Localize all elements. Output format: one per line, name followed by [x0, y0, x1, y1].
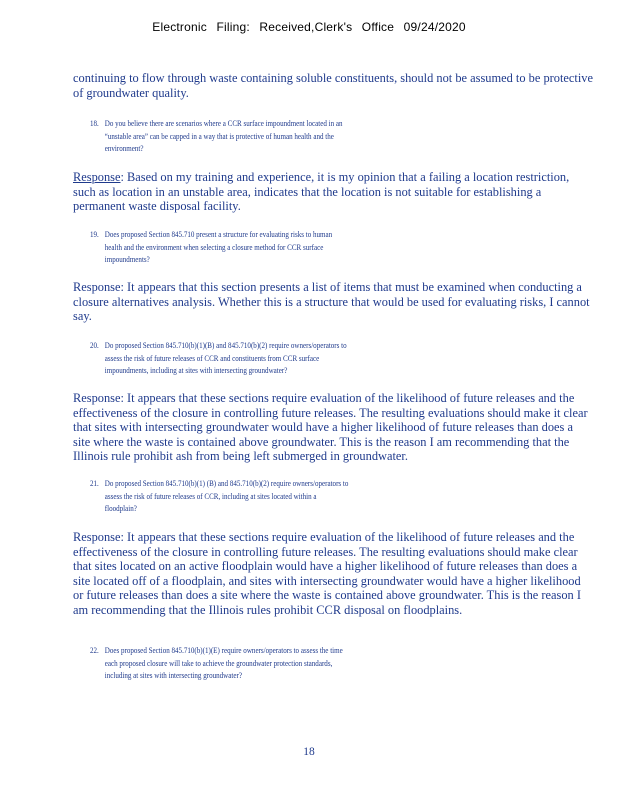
question-number: 22. [90, 645, 99, 655]
question-line: impoundments, including at sites with intersecting groundwater? [104, 365, 288, 376]
question-number: 21. [90, 478, 99, 488]
question-line: including at sites with intersecting groundwater? [104, 670, 242, 681]
question-line: Does proposed Section 845.710(b)(1)(E) require owners/operators to assess the time [104, 645, 343, 655]
response-label: Response [73, 530, 121, 544]
question-line: each proposed closure will take to achieve the groundwater protection standards, [104, 657, 333, 668]
question-18 [90, 117, 418, 155]
response-text: : It appears that these sections require evaluation of the likelihood of future releases and the effectiveness of the closure in controlling future releases. The resulting evaluations should make clear that sites located on an active floodplain would have a higher likelihood of future releases than does a site located off of a floodplain, and sites with intersecting groundwater would have a higher likelihood or future releases than does a site where the waste is contained above groundwater. This is the reason I am recommending that the Illinois rules prohibit CCR disposal on floodplains. [73, 530, 581, 617]
response-21 [73, 530, 593, 618]
question-line: Do proposed Section 845.710(b)(1) (B) and 845.710(b)(2) require owners/operators to [104, 478, 349, 488]
response-label: Response [73, 391, 121, 405]
question-19 [90, 228, 418, 266]
response-text: : It appears that these sections require evaluation of the likelihood of future releases and the effectiveness of the closure in controlling future releases. The resulting evaluations should make it clear that sites with intersecting groundwater would have a higher likelihood of future releases than does a site where the waste is contained above groundwater. This is the reason I am recommending that the Illinois rule prohibit ash from being left submerged in groundwater. [73, 391, 588, 464]
question-20 [90, 339, 418, 377]
response-text: : It appears that this section presents a list of items that must be examined when conducting a closure alternatives analysis. Whether this is a structure that would be used for evaluating risks, I cannot say. [73, 280, 590, 324]
question-number: 19. [90, 229, 99, 239]
question-21 [90, 477, 418, 515]
question-line: environment? [104, 143, 144, 154]
question-line: assess the risk of future releases of CCR, including at sites located within a [104, 490, 317, 501]
response-text: : Based on my training and experience, it is my opinion that a failing a location restriction, such as location in an unstable area, indicates that the location is not suitable for establishing a permanent waste disposal facility. [73, 170, 570, 214]
response-20 [73, 391, 593, 464]
question-number: 20. [90, 340, 99, 350]
question-line: health and the environment when selecting a closure method for CCR surface [104, 241, 324, 252]
intro-paragraph: continuing to flow through waste containing soluble constituents, should not be assumed to be protective of groundwater quality. [73, 71, 593, 100]
question-22 [90, 644, 418, 682]
question-line: impoundments? [104, 254, 150, 265]
question-line: Do you believe there are scenarios where a CCR surface impoundment located in an [104, 118, 343, 128]
question-line: Does proposed Section 845.710 present a structure for evaluating risks to human [104, 229, 333, 239]
response-19 [73, 280, 593, 324]
question-line: assess the risk of future releases of CCR and constituents from CCR surface [104, 352, 320, 363]
question-number: 18. [90, 118, 99, 128]
page-number: 18 [303, 746, 315, 758]
response-18 [73, 170, 593, 214]
question-line: “unstable area” can be capped in a way that is protective of human health and the [104, 130, 334, 141]
question-line: Do proposed Section 845.710(b)(1)(B) and 845.710(b)(2) require owners/operators to [104, 340, 347, 350]
response-label: Response [73, 170, 121, 184]
filing-header: Electronic Filing: Received,Clerk's Office 09/24/2020 [152, 20, 466, 34]
question-line: floodplain? [104, 503, 137, 514]
response-label: Response [73, 280, 121, 294]
